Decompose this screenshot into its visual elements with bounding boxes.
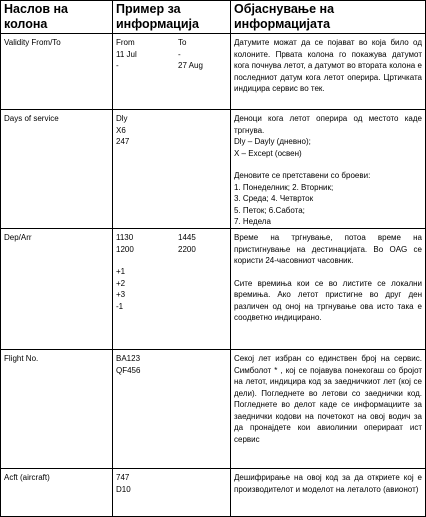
example-col-a: 747 D10 bbox=[116, 473, 131, 494]
explanation-text: Датумите можат да се појават во која било од колоните. Првата колона го покажува датумот кога почнува летот, а датумот во втората колона е последниот датум кога летот оперира. Цртичката индицира сервис во тек. bbox=[234, 38, 422, 93]
example-col-b: To - 27 Aug bbox=[178, 38, 203, 70]
row-separator bbox=[0, 468, 426, 469]
row-title: Flight No. bbox=[4, 354, 39, 363]
explanation-text: Секој лет избран со единствен број на сервис. Симболот * , кој се појавува понекогаш со бројот на летот, индицира код за заедничкиот лет (кој се дели). Погледнете во летови со заеднички код. Погледнете во делот каде се информациите за заеднички кодови на почетокот на овој водич за да пронајдете кои авиолинии оперираат ист сервис bbox=[234, 354, 422, 444]
row-title: Days of service bbox=[4, 114, 59, 123]
row-title: Acft (aircraft) bbox=[4, 473, 50, 482]
column-header-explanation: Објаснување на информацијата bbox=[234, 2, 335, 31]
row-separator bbox=[0, 109, 426, 110]
row-separator bbox=[0, 228, 426, 229]
row-title: Validity From/To bbox=[4, 38, 61, 47]
example-col-a: BA123 QF456 bbox=[116, 354, 141, 375]
column-header-title: Наслов на колона bbox=[4, 2, 69, 31]
explanation-text: Деноци кога летот оперира од местото каде тргнува. Dly – Dayly (дневно); X – Except (освен) Деновите се претставени со броеви: 1. Понеделник; 2. Вторник; 3. Среда; 4. Четврток 5. Петок; 6.Сабота; 7. Недела bbox=[234, 114, 422, 226]
example-col-b: 1445 2200 bbox=[178, 233, 196, 254]
example-col-a: Dly X6 247 bbox=[116, 114, 130, 146]
explanation-text: Време на тргнување, потоа време на пристигнување на дестинацијата. Во OAG се користи 24-часовниот часовник. Сите времиња кои се во листите се локални времиња. Ако летот пристигне во друг ден различен од оној на тргнување ова исто така е соодветно индицирано. bbox=[234, 233, 422, 322]
column-header-example: Пример за информација bbox=[116, 2, 199, 31]
table-border-left bbox=[0, 0, 1, 517]
example-col-a: 1130 1200 +1 +2 +3 -1 bbox=[116, 233, 134, 311]
column-separator bbox=[112, 0, 113, 517]
column-separator bbox=[230, 0, 231, 517]
table-border-top bbox=[0, 0, 426, 1]
example-col-a: From 11 Jul - bbox=[116, 38, 137, 70]
row-title: Dep/Arr bbox=[4, 233, 32, 242]
header-separator bbox=[0, 33, 426, 34]
explanation-text: Дешифрирање на овој код за да откриете кој е производителот и моделот на леталото (авионот) bbox=[234, 473, 422, 494]
row-separator bbox=[0, 349, 426, 350]
